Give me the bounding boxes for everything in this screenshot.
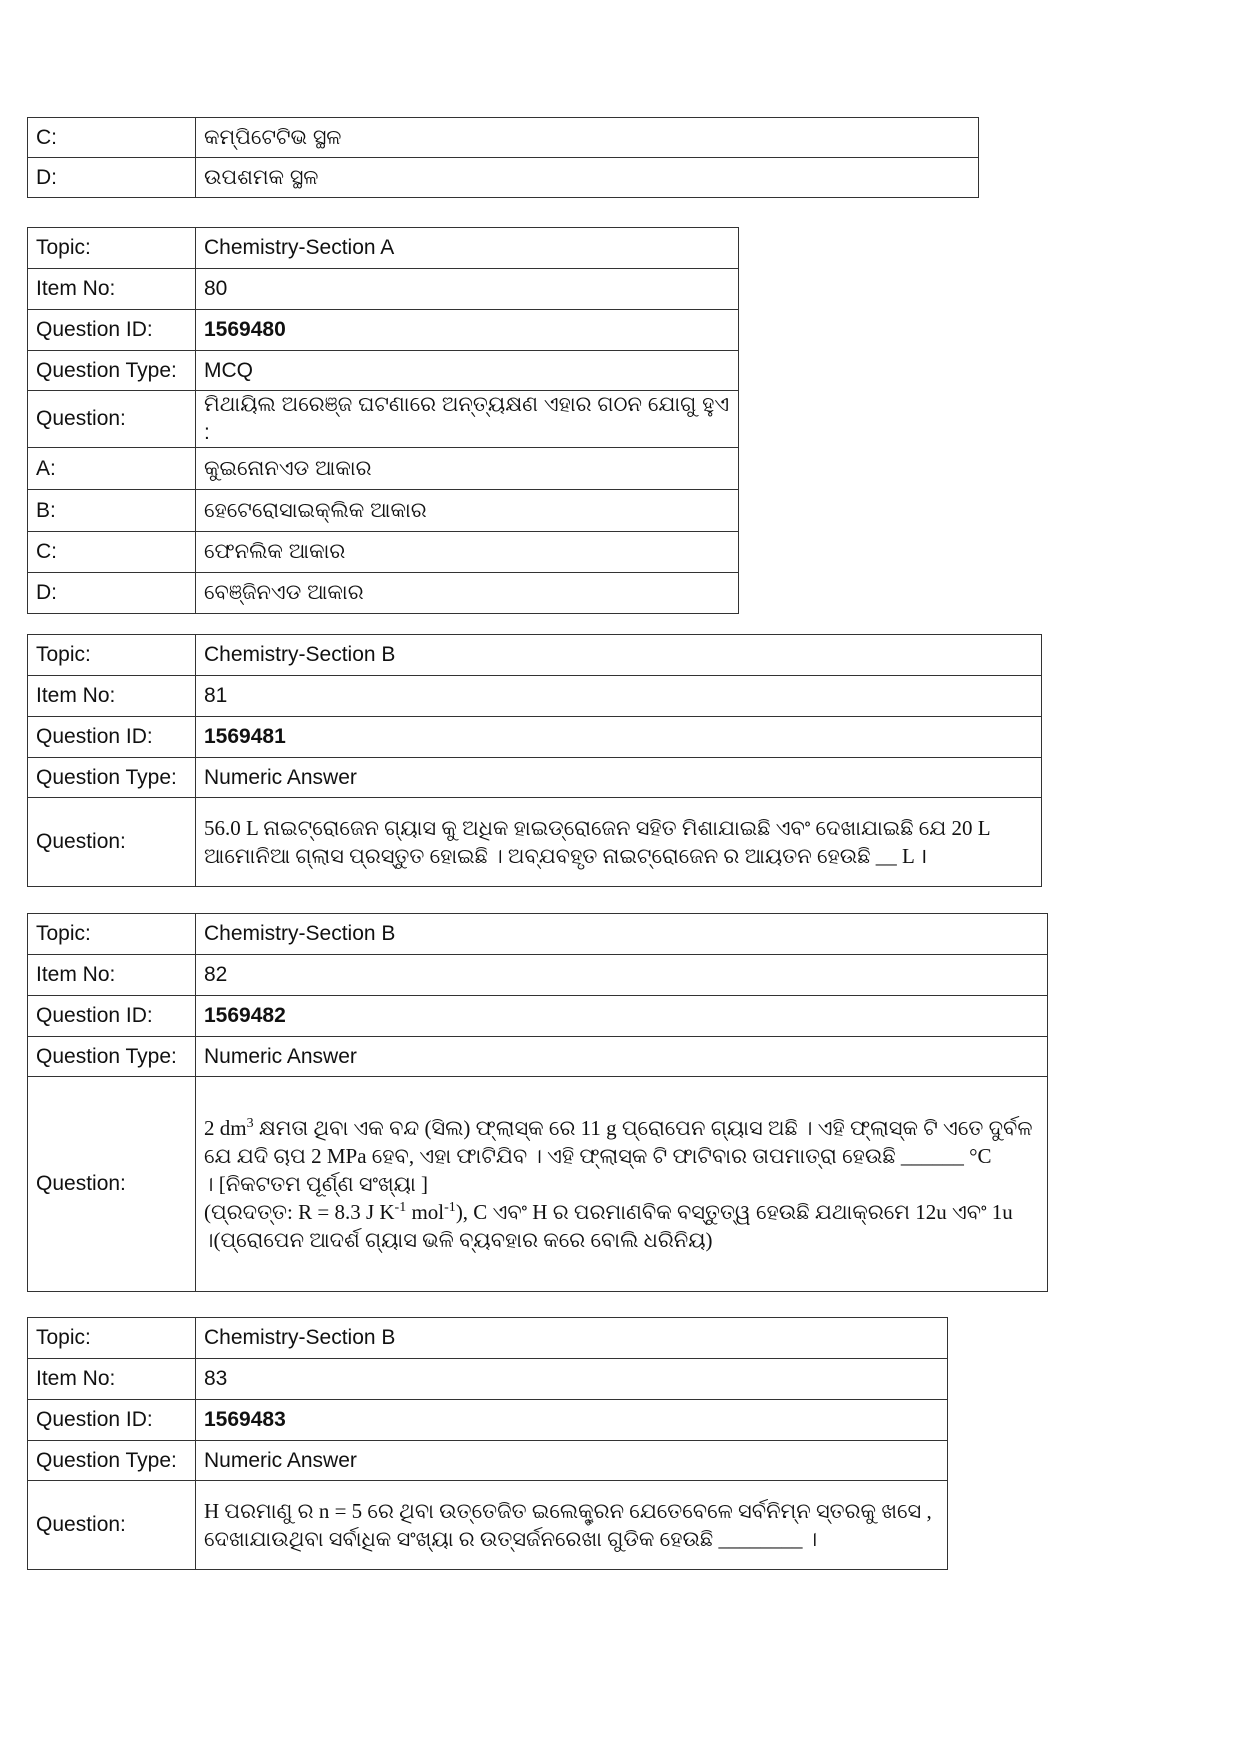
- question-label: Question:: [28, 391, 196, 448]
- question-type-value: Numeric Answer: [196, 758, 1042, 798]
- question-id-value: 1569481: [196, 717, 1042, 758]
- item-no-label: Item No:: [28, 955, 196, 996]
- option-a-text: କୁଇନୋନଏଡ ଆକାର: [196, 448, 739, 490]
- question-id-label: Question ID:: [28, 717, 196, 758]
- question-80-table: [27, 227, 739, 614]
- question-line-4: [204, 1198, 1039, 1226]
- question-type-label: Question Type:: [28, 1037, 196, 1077]
- question-line-1: 56.0 L ନାଇଟ୍ରୋଜେନ ଗ୍ୟାସ କୁ ଅଧିକ ହାଇଡ୍ରୋଜେନ ସହିତ ମିଶାଯାଇଛି ଏବଂ ଦେଖାଯାଇଛି ଯେ 20 L: [204, 816, 991, 840]
- question-81-table: [27, 634, 1042, 887]
- option-c-label: C:: [28, 118, 196, 158]
- item-no-value: 83: [196, 1359, 948, 1400]
- options-table-continued: [27, 117, 979, 198]
- item-no-value: 81: [196, 676, 1042, 717]
- question-type-value: MCQ: [196, 351, 739, 391]
- question-type-label: Question Type:: [28, 758, 196, 798]
- question-id-value: 1569482: [196, 996, 1048, 1037]
- item-no-label: Item No:: [28, 676, 196, 717]
- given-mol: mol: [406, 1200, 445, 1224]
- option-c-text: କମ୍ପିଟେଟିଭ ସ୍ଥଳ: [196, 118, 979, 158]
- item-no-label: Item No:: [28, 269, 196, 310]
- question-line-1-start: 2 dm: [204, 1116, 247, 1140]
- option-a-label: A:: [28, 448, 196, 490]
- given-masses: ), C ଏବଂ H ର ପରମାଣବିକ ବସ୍ତୁତ୍ୱ ହେଉଛି ଯଥାକ୍ରମେ 12u ଏବଂ 1u: [455, 1200, 1013, 1224]
- superscript-mol: -1: [444, 1200, 456, 1215]
- topic-value: Chemistry-Section B: [196, 635, 1042, 676]
- item-no-label: Item No:: [28, 1359, 196, 1400]
- question-type-label: Question Type:: [28, 1441, 196, 1481]
- topic-label: Topic:: [28, 228, 196, 269]
- question-83-table: [27, 1317, 948, 1570]
- question-text: [196, 798, 1042, 887]
- question-id-value: 1569483: [196, 1400, 948, 1441]
- question-text: [196, 1481, 948, 1570]
- topic-value: Chemistry-Section A: [196, 228, 739, 269]
- question-line-3: । [ନିକଟତମ ପୂର୍ଣ୍ଣ ସଂଖ୍ୟା ]: [204, 1172, 429, 1196]
- question-text: ମିଥାୟିଲ ଅରେଞ୍ଜ ଘଟଣାରେ ଅନ୍ତ୍ୟକ୍ଷଣ ଏହାର ଗଠନ ଯୋଗୁ ହୁଏ :: [196, 391, 739, 448]
- given-r-start: (ପ୍ରଦତ୍ତ: R = 8.3 J K: [204, 1200, 395, 1224]
- question-line-1: H ପରମାଣୁ ର n = 5 ରେ ଥିବା ଉତ୍ତେଜିତ ଇଲେକ୍ଟ୍ରନ ଯେତେବେଳେ ସର୍ବନିମ୍ନ ସ୍ତରକୁ ଖସେ ,: [204, 1499, 932, 1523]
- option-d-text: ବେଞ୍ଜିନଏଡ ଆକାର: [196, 573, 739, 614]
- item-no-value: 80: [196, 269, 739, 310]
- question-id-value: 1569480: [196, 310, 739, 351]
- question-id-label: Question ID:: [28, 996, 196, 1037]
- question-text: [196, 1077, 1048, 1292]
- question-type-label: Question Type:: [28, 351, 196, 391]
- topic-label: Topic:: [28, 914, 196, 955]
- question-line-2: ଆମୋନିଆ ଗ୍ଲାସ ପ୍ରସ୍ତୁତ ହୋଇଛି । ଅବ୍ଯବହୃତ ନାଇଟ୍ରୋଜେନ ର ଆୟତନ ହେଉଛି __ L ।: [204, 844, 928, 868]
- option-c-label: C:: [28, 532, 196, 573]
- question-line-2: ଯେ ଯଦି ଚାପ 2 MPa ହେବ, ଏହା ଫାଟିଯିବ । ଏହି ଫ୍ଲାସ୍କ ଟି ଫାଟିବାର ତାପମାତ୍ରା ହେଉଛି ______ °C: [204, 1144, 992, 1168]
- option-b-text: ହେଟେରୋସାଇକ୍ଲିକ ଆକାର: [196, 490, 739, 532]
- question-label: Question:: [28, 798, 196, 887]
- topic-label: Topic:: [28, 1318, 196, 1359]
- option-c-text: ଫେନଲିକ ଆକାର: [196, 532, 739, 573]
- question-id-label: Question ID:: [28, 1400, 196, 1441]
- superscript-k: -1: [394, 1200, 407, 1215]
- option-d-label: D:: [28, 158, 196, 198]
- topic-value: Chemistry-Section B: [196, 914, 1048, 955]
- question-type-value: Numeric Answer: [196, 1037, 1048, 1077]
- topic-value: Chemistry-Section B: [196, 1318, 948, 1359]
- question-line-5: ।(ପ୍ରୋପେନ ଆଦର୍ଶ ଗ୍ୟାସ ଭଳି ବ୍ୟବହାର କରେ ବୋଲି ଧରିନିୟ): [204, 1228, 713, 1252]
- question-id-label: Question ID:: [28, 310, 196, 351]
- option-d-label: D:: [28, 573, 196, 614]
- topic-label: Topic:: [28, 635, 196, 676]
- option-b-label: B:: [28, 490, 196, 532]
- question-label: Question:: [28, 1481, 196, 1570]
- question-line-1: [204, 1114, 1039, 1142]
- question-line-1-rest: କ୍ଷମତା ଥିବା ଏକ ବନ୍ଦ (ସିଲ) ଫ୍ଲାସ୍କ ରେ 11 g ପ୍ରୋପେନ ଗ୍ୟାସ ଅଛି । ଏହି ଫ୍ଲାସ୍କ ଟି ଏତେ ଦୁର୍ବଳ: [253, 1116, 1033, 1140]
- question-line-2: ଦେଖାଯାଉଥିବା ସର୍ବାଧିକ ସଂଖ୍ୟା ର ଉତ୍ସର୍ଜନରେଖା ଗୁଡିକ ହେଉଛି ________ ।: [204, 1527, 818, 1551]
- question-type-value: Numeric Answer: [196, 1441, 948, 1481]
- question-82-table: [27, 913, 1048, 1292]
- superscript-3: 3: [246, 1116, 254, 1131]
- option-d-text: ଉପଶମକ ସ୍ଥଳ: [196, 158, 979, 198]
- item-no-value: 82: [196, 955, 1048, 996]
- question-label: Question:: [28, 1077, 196, 1292]
